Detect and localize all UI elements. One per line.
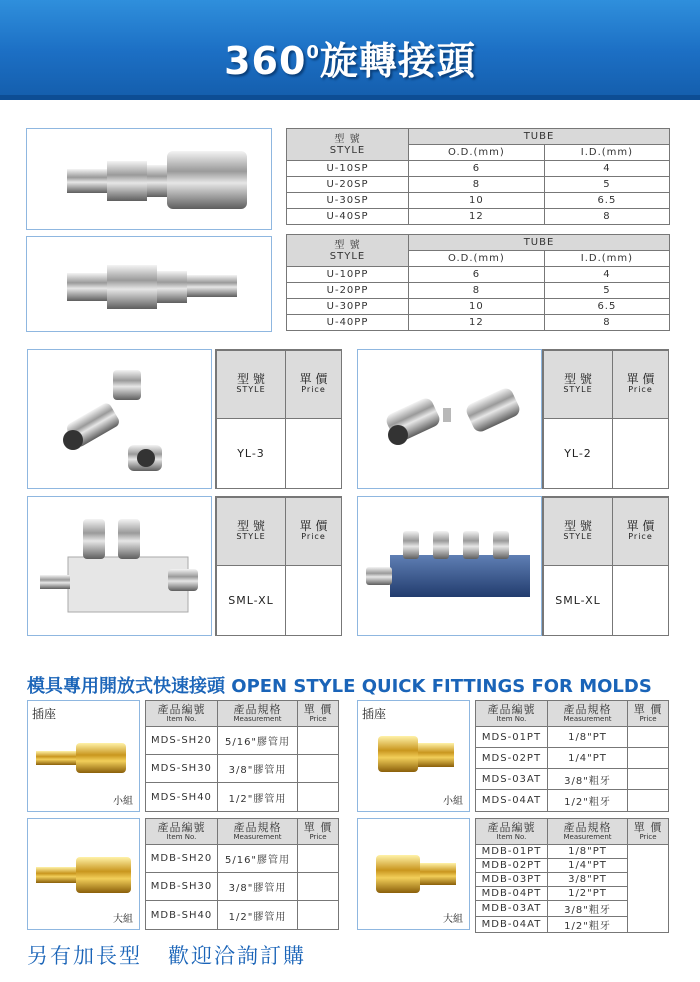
- item-no-header: 產品編號 Item No.: [476, 701, 548, 727]
- price-box-yl3: [215, 349, 342, 489]
- sml-xl-4-photo: [357, 496, 542, 636]
- price-header: 單 價 Price: [612, 497, 669, 566]
- table-row: MDS-SH30 3/8"膠管用: [146, 755, 339, 783]
- title-number: 360: [224, 39, 307, 83]
- page-title: [0, 30, 700, 85]
- price-header: 單 價 Price: [298, 701, 339, 727]
- mds-pt-photo: [357, 700, 470, 812]
- price-header: 單 價 Price: [612, 350, 669, 419]
- price-header: 單 價 Price: [285, 497, 342, 566]
- yl3-image: [28, 350, 212, 489]
- mdb-sh-photo: [27, 818, 140, 930]
- style-header: 型 號 STYLE: [543, 350, 613, 419]
- table-row: U-40SP 12 8: [287, 209, 670, 225]
- table-row: MDB-03AT 3/8"粗牙: [476, 901, 669, 917]
- table-row: MDB-SH20 5/16"膠管用: [146, 845, 339, 873]
- model-value: YL-2: [543, 418, 613, 489]
- table-row: MDB-SH40 1/2"膠管用: [146, 901, 339, 930]
- model-value: YL-3: [216, 418, 286, 489]
- item-no-header: 產品編號 Item No.: [146, 819, 218, 845]
- table-row: MDS-03AT 3/8"粗牙: [476, 769, 669, 790]
- price-header: 單 價 Price: [285, 350, 342, 419]
- price-box-yl2: [542, 349, 669, 489]
- coupler-socket-image: [27, 129, 272, 230]
- table-row: MDS-01PT 1/8"PT: [476, 727, 669, 748]
- table-row: U-30PP 10 6.5: [287, 299, 670, 315]
- id-header: I.D.(mm): [544, 145, 669, 161]
- table-row: MDB-04AT 1/2"粗牙: [476, 917, 669, 933]
- mds-pt-table: [475, 700, 669, 812]
- table-row: MDB-03PT 3/8"PT: [476, 873, 669, 887]
- table-row: MDB-SH30 3/8"膠管用: [146, 873, 339, 901]
- small-group-label: 小組: [113, 796, 133, 807]
- coupler-plug-photo: [26, 236, 272, 332]
- table-row: U-10PP 6 4: [287, 267, 670, 283]
- coupler-plug-image: [27, 237, 272, 332]
- sml-xl-4-image: [358, 497, 542, 636]
- yl3-photo: [27, 349, 212, 489]
- measurement-header: 產品規格 Measurement: [218, 819, 298, 845]
- table-row: U-10SP 6 4: [287, 161, 670, 177]
- table-row: MDS-SH40 1/2"膠管用: [146, 783, 339, 812]
- price-value: [285, 565, 342, 636]
- footer-note: 另有加長型 歡迎洽詢訂購: [27, 944, 307, 968]
- sml-xl-2-photo: [27, 496, 212, 636]
- price-box-sml-xl-4: [542, 496, 669, 636]
- small-group-label: 小組: [443, 796, 463, 807]
- large-group-label: 大組: [443, 914, 463, 925]
- tube-table-sp: [286, 128, 670, 225]
- style-header: 型 號 STYLE: [216, 497, 286, 566]
- price-header: 單 價 Price: [298, 819, 339, 845]
- od-header: O.D.(mm): [409, 145, 545, 161]
- table-row: U-20PP 8 5: [287, 283, 670, 299]
- item-no-header: 產品編號 Item No.: [476, 819, 548, 845]
- price-header: 單 價 Price: [628, 701, 669, 727]
- coupler-socket-photo: [26, 128, 272, 230]
- socket-label: 插座: [32, 707, 57, 721]
- yl2-image: [358, 350, 542, 489]
- table-row: MDB-04PT 1/2"PT: [476, 887, 669, 901]
- style-header: 型 號 STYLE: [287, 129, 409, 161]
- table-row: U-30SP 10 6.5: [287, 193, 670, 209]
- yl2-photo: [357, 349, 542, 489]
- mdb-pt-table: [475, 818, 669, 933]
- section-title: 模具專用開放式快速接頭 OPEN STYLE QUICK FITTINGS FOR MOLDS: [27, 676, 652, 697]
- mdb-sh-table: [145, 818, 339, 930]
- od-header: O.D.(mm): [409, 251, 545, 267]
- sml-xl-2-image: [28, 497, 212, 636]
- tube-table-pp: [286, 234, 670, 331]
- price-value: [612, 418, 669, 489]
- style-header: 型 號 STYLE: [287, 235, 409, 267]
- style-header: 型 號 STYLE: [216, 350, 286, 419]
- title-degree: 0: [306, 42, 320, 63]
- table-row: MDB-02PT 1/4"PT: [476, 859, 669, 873]
- item-no-header: 產品編號 Item No.: [146, 701, 218, 727]
- table-row: MDS-04AT 1/2"粗牙: [476, 790, 669, 812]
- table-row: U-40PP 12 8: [287, 315, 670, 331]
- price-box-sml-xl-2: [215, 496, 342, 636]
- tube-header: TUBE: [409, 129, 670, 145]
- id-header: I.D.(mm): [544, 251, 669, 267]
- measurement-header: 產品規格 Measurement: [218, 701, 298, 727]
- model-value: SML-XL: [543, 565, 613, 636]
- price-value: [285, 418, 342, 489]
- mds-sh-photo: [27, 700, 140, 812]
- measurement-header: 產品規格 Measurement: [548, 819, 628, 845]
- style-header: 型 號 STYLE: [543, 497, 613, 566]
- table-row: MDS-02PT 1/4"PT: [476, 748, 669, 769]
- banner-underline: [0, 95, 700, 100]
- tube-header: TUBE: [409, 235, 670, 251]
- table-row: U-20SP 8 5: [287, 177, 670, 193]
- table-row: MDS-SH20 5/16"膠管用: [146, 727, 339, 755]
- title-chinese: 旋轉接頭: [319, 39, 476, 83]
- table-row: MDB-01PT 1/8"PT: [476, 845, 669, 859]
- price-value: [612, 565, 669, 636]
- mdb-pt-photo: [357, 818, 470, 930]
- socket-label: 插座: [362, 707, 387, 721]
- price-header: 單 價 Price: [628, 819, 669, 845]
- large-group-label: 大組: [113, 914, 133, 925]
- measurement-header: 產品規格 Measurement: [548, 701, 628, 727]
- mds-sh-table: [145, 700, 339, 812]
- model-value: SML-XL: [216, 565, 286, 636]
